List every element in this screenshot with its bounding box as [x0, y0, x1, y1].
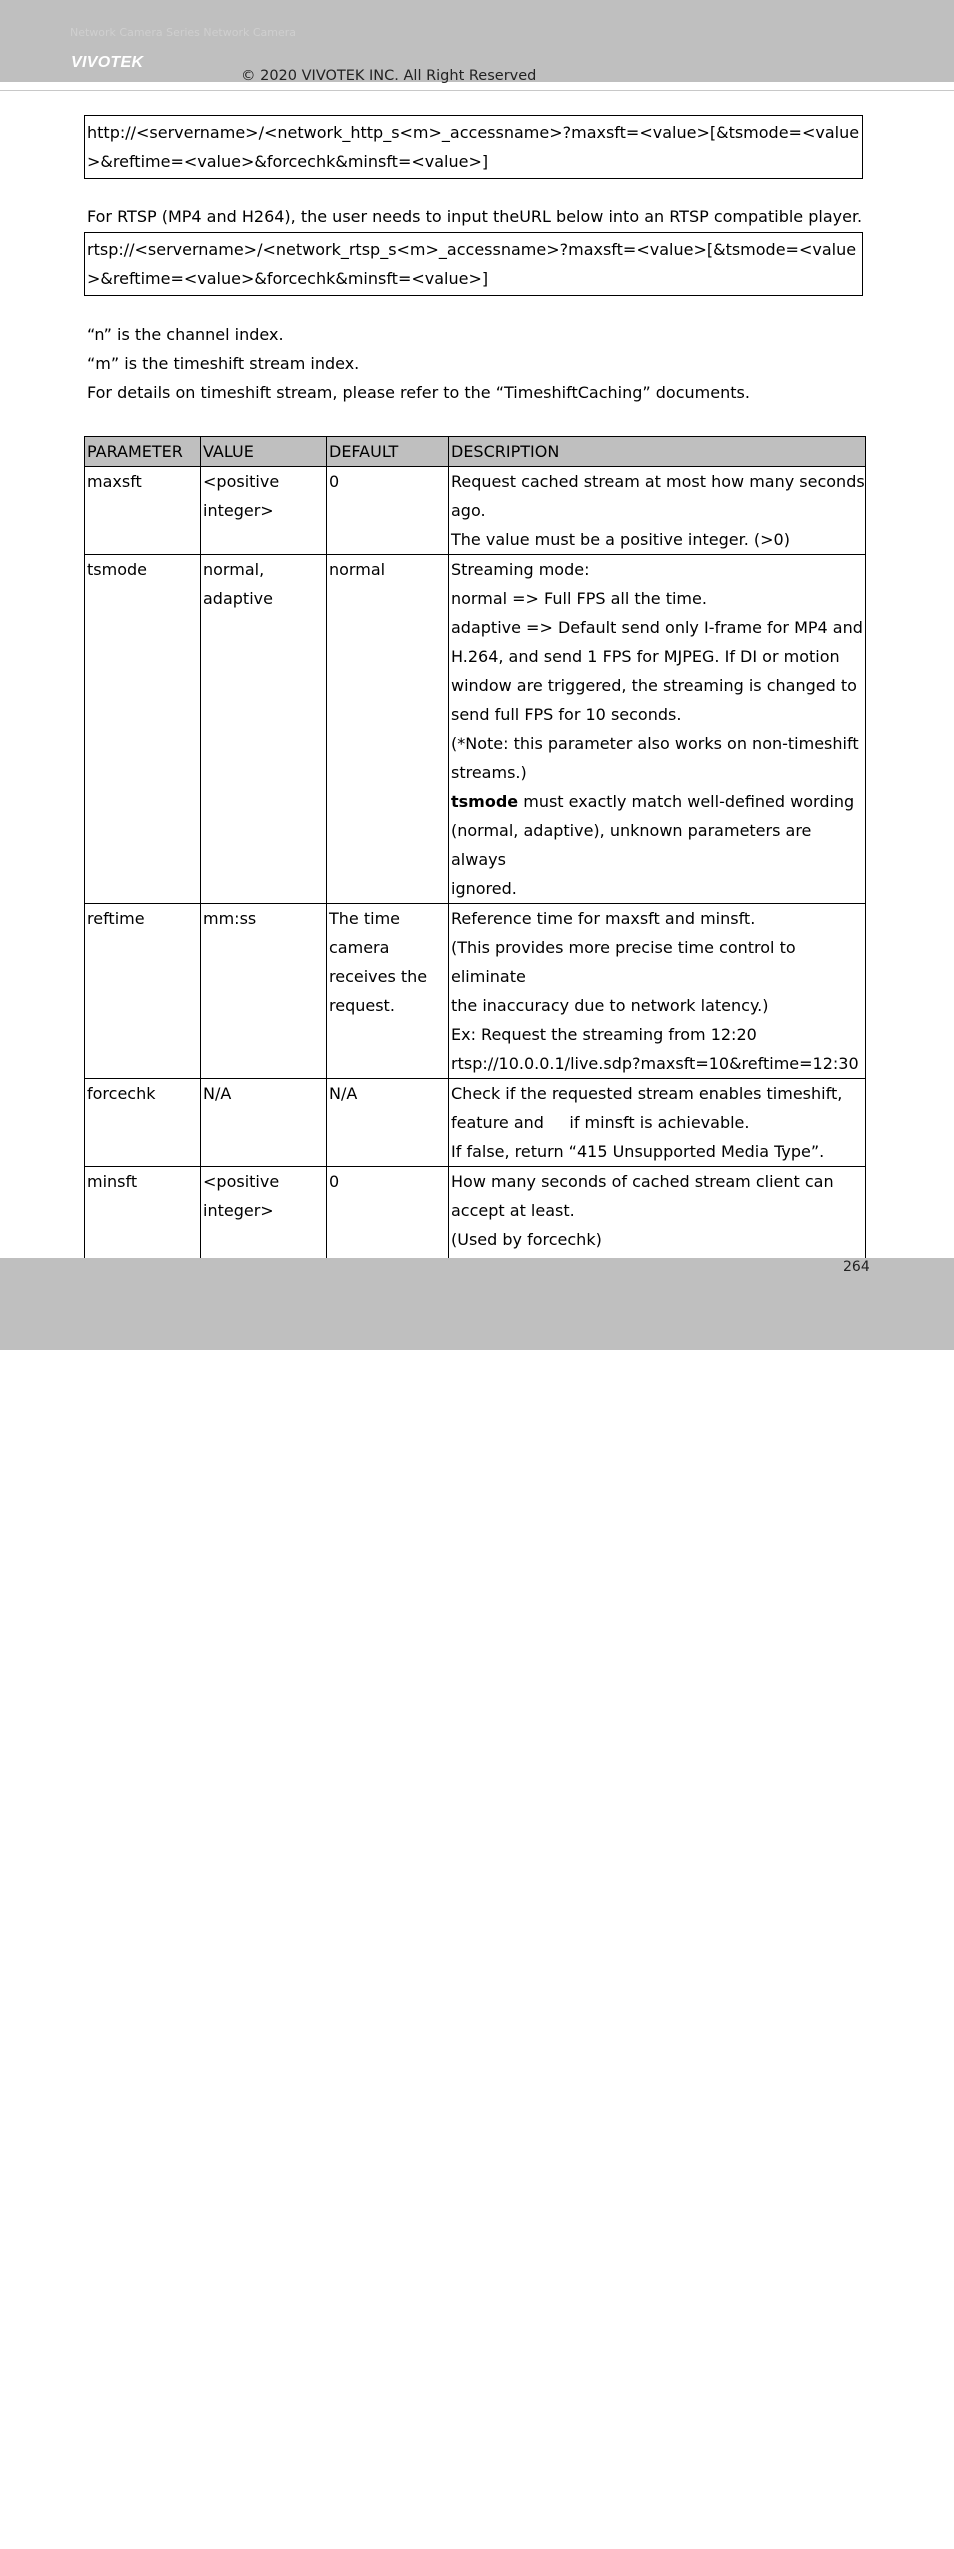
table-row [85, 1079, 866, 1167]
description-line: rtsp://10.0.0.1/live.sdp?maxsft=10&reftime=12:30 [451, 1054, 859, 1073]
param-name: minsft [85, 1167, 201, 1284]
description-line: accept at least. [451, 1201, 575, 1220]
param-default [327, 904, 449, 1079]
tsmode-keyword: tsmode [451, 792, 519, 811]
param-name: forcechk [85, 1079, 201, 1167]
rtsp-intro-text: For RTSP (MP4 and H264), the user needs to input theURL below into an RTSP compatible player. [87, 207, 863, 226]
param-description [449, 1079, 866, 1167]
rtsp-url-box: rtsp://<servername>/<network_rtsp_s<m>_accessname>?maxsft=<value>[&tsmode=<value>&reftime=<value>&forcechk&minsft=<value>] [84, 232, 863, 296]
description-line: Request cached stream at most how many seconds [451, 472, 865, 491]
table-header-row [85, 437, 866, 467]
value-line: <positive [203, 1172, 280, 1191]
default-line: N/A [329, 1084, 358, 1103]
param-value [201, 1079, 327, 1167]
description-line: ignored. [451, 879, 517, 898]
param-name: tsmode [85, 555, 201, 904]
page-header [0, 0, 954, 82]
manual-page-label: 418 - User's Manual [69, 2533, 194, 2549]
param-description [449, 904, 866, 1079]
default-line: camera [329, 938, 390, 957]
param-default [327, 467, 449, 555]
description-line: (Used by forcechk) [451, 1230, 602, 1249]
default-line: The time [329, 909, 400, 928]
table-row [85, 904, 866, 1079]
brand-logo-text: VIVOTEK [71, 54, 144, 71]
header-value: VALUE [201, 437, 327, 467]
description-line: (*Note: this parameter also works on non-timeshift [451, 734, 859, 753]
description-line: Ex: Request the streaming from 12:20 [451, 1025, 757, 1044]
value-line: mm:ss [203, 909, 257, 928]
default-line: 0 [329, 1172, 340, 1191]
description-line: H.264, and send 1 FPS for MJPEG. If DI or motion [451, 647, 840, 666]
param-value [201, 904, 327, 1079]
param-default [327, 555, 449, 904]
header-parameter: PARAMETER [85, 437, 201, 467]
table-row [85, 467, 866, 555]
http-url-box: http://<servername>/<network_http_s<m>_accessname>?maxsft=<value>[&tsmode=<value>&reftime=<value>&forcechk&minsft=<value>] [84, 115, 863, 179]
default-line: normal [329, 560, 386, 579]
value-line: adaptive [203, 589, 273, 608]
description-line: ago. [451, 501, 486, 520]
description-line-tsmode-rule [451, 787, 865, 816]
param-name: reftime [85, 904, 201, 1079]
page-number: 264 [843, 1259, 870, 1275]
param-description [449, 467, 866, 555]
description-line: (normal, adaptive), unknown parameters are always [451, 821, 812, 869]
param-value [201, 555, 327, 904]
default-line: request. [329, 996, 395, 1015]
note-stream-index: “m” is the timeshift stream index. [87, 354, 360, 373]
value-line: normal, [203, 560, 265, 579]
description-line: Reference time for maxsft and minsft. [451, 909, 756, 928]
param-default [327, 1079, 449, 1167]
copyright-notice: © 2020 VIVOTEK INC. All Right Reserved [241, 68, 537, 84]
header-divider [0, 90, 954, 91]
param-value [201, 467, 327, 555]
description-line: Check if the requested stream enables timeshift, [451, 1084, 843, 1103]
value-line: N/A [203, 1084, 232, 1103]
description-line: The value must be a positive integer. (>0) [451, 530, 790, 549]
value-line: <positive [203, 472, 280, 491]
description-line: feature and if minsft is achievable. [451, 1113, 750, 1132]
page-footer [0, 1258, 954, 2549]
value-line: integer> [203, 1201, 274, 1220]
tsmode-rule-text: must exactly match well-defined wording [518, 792, 855, 811]
description-line: How many seconds of cached stream client can [451, 1172, 834, 1191]
description-line: normal => Full FPS all the time. [451, 589, 707, 608]
parameter-table [84, 436, 866, 1284]
description-line: adaptive => Default send only I-frame for MP4 and [451, 618, 863, 637]
description-line: window are triggered, the streaming is changed to [451, 676, 857, 695]
note-details-reference: For details on timeshift stream, please refer to the “TimeshiftCaching” documents. [87, 383, 750, 402]
description-line: send full FPS for 10 seconds. [451, 705, 682, 724]
default-line: receives the [329, 967, 428, 986]
param-description [449, 555, 866, 904]
value-line: integer> [203, 501, 274, 520]
table-row [85, 555, 866, 904]
description-line: the inaccuracy due to network latency.) [451, 996, 769, 1015]
header-default: DEFAULT [327, 437, 449, 467]
header-faded-title: Network Camera Series Network Camera [70, 26, 297, 39]
description-line: (This provides more precise time control to eliminate [451, 938, 796, 986]
header-description: DESCRIPTION [449, 437, 866, 467]
description-line: Streaming mode: [451, 560, 590, 579]
description-line: streams.) [451, 763, 527, 782]
note-channel-index: “n” is the channel index. [87, 325, 284, 344]
param-name: maxsft [85, 467, 201, 555]
description-line: If false, return “415 Unsupported Media Type”. [451, 1142, 825, 1161]
default-line: 0 [329, 472, 340, 491]
